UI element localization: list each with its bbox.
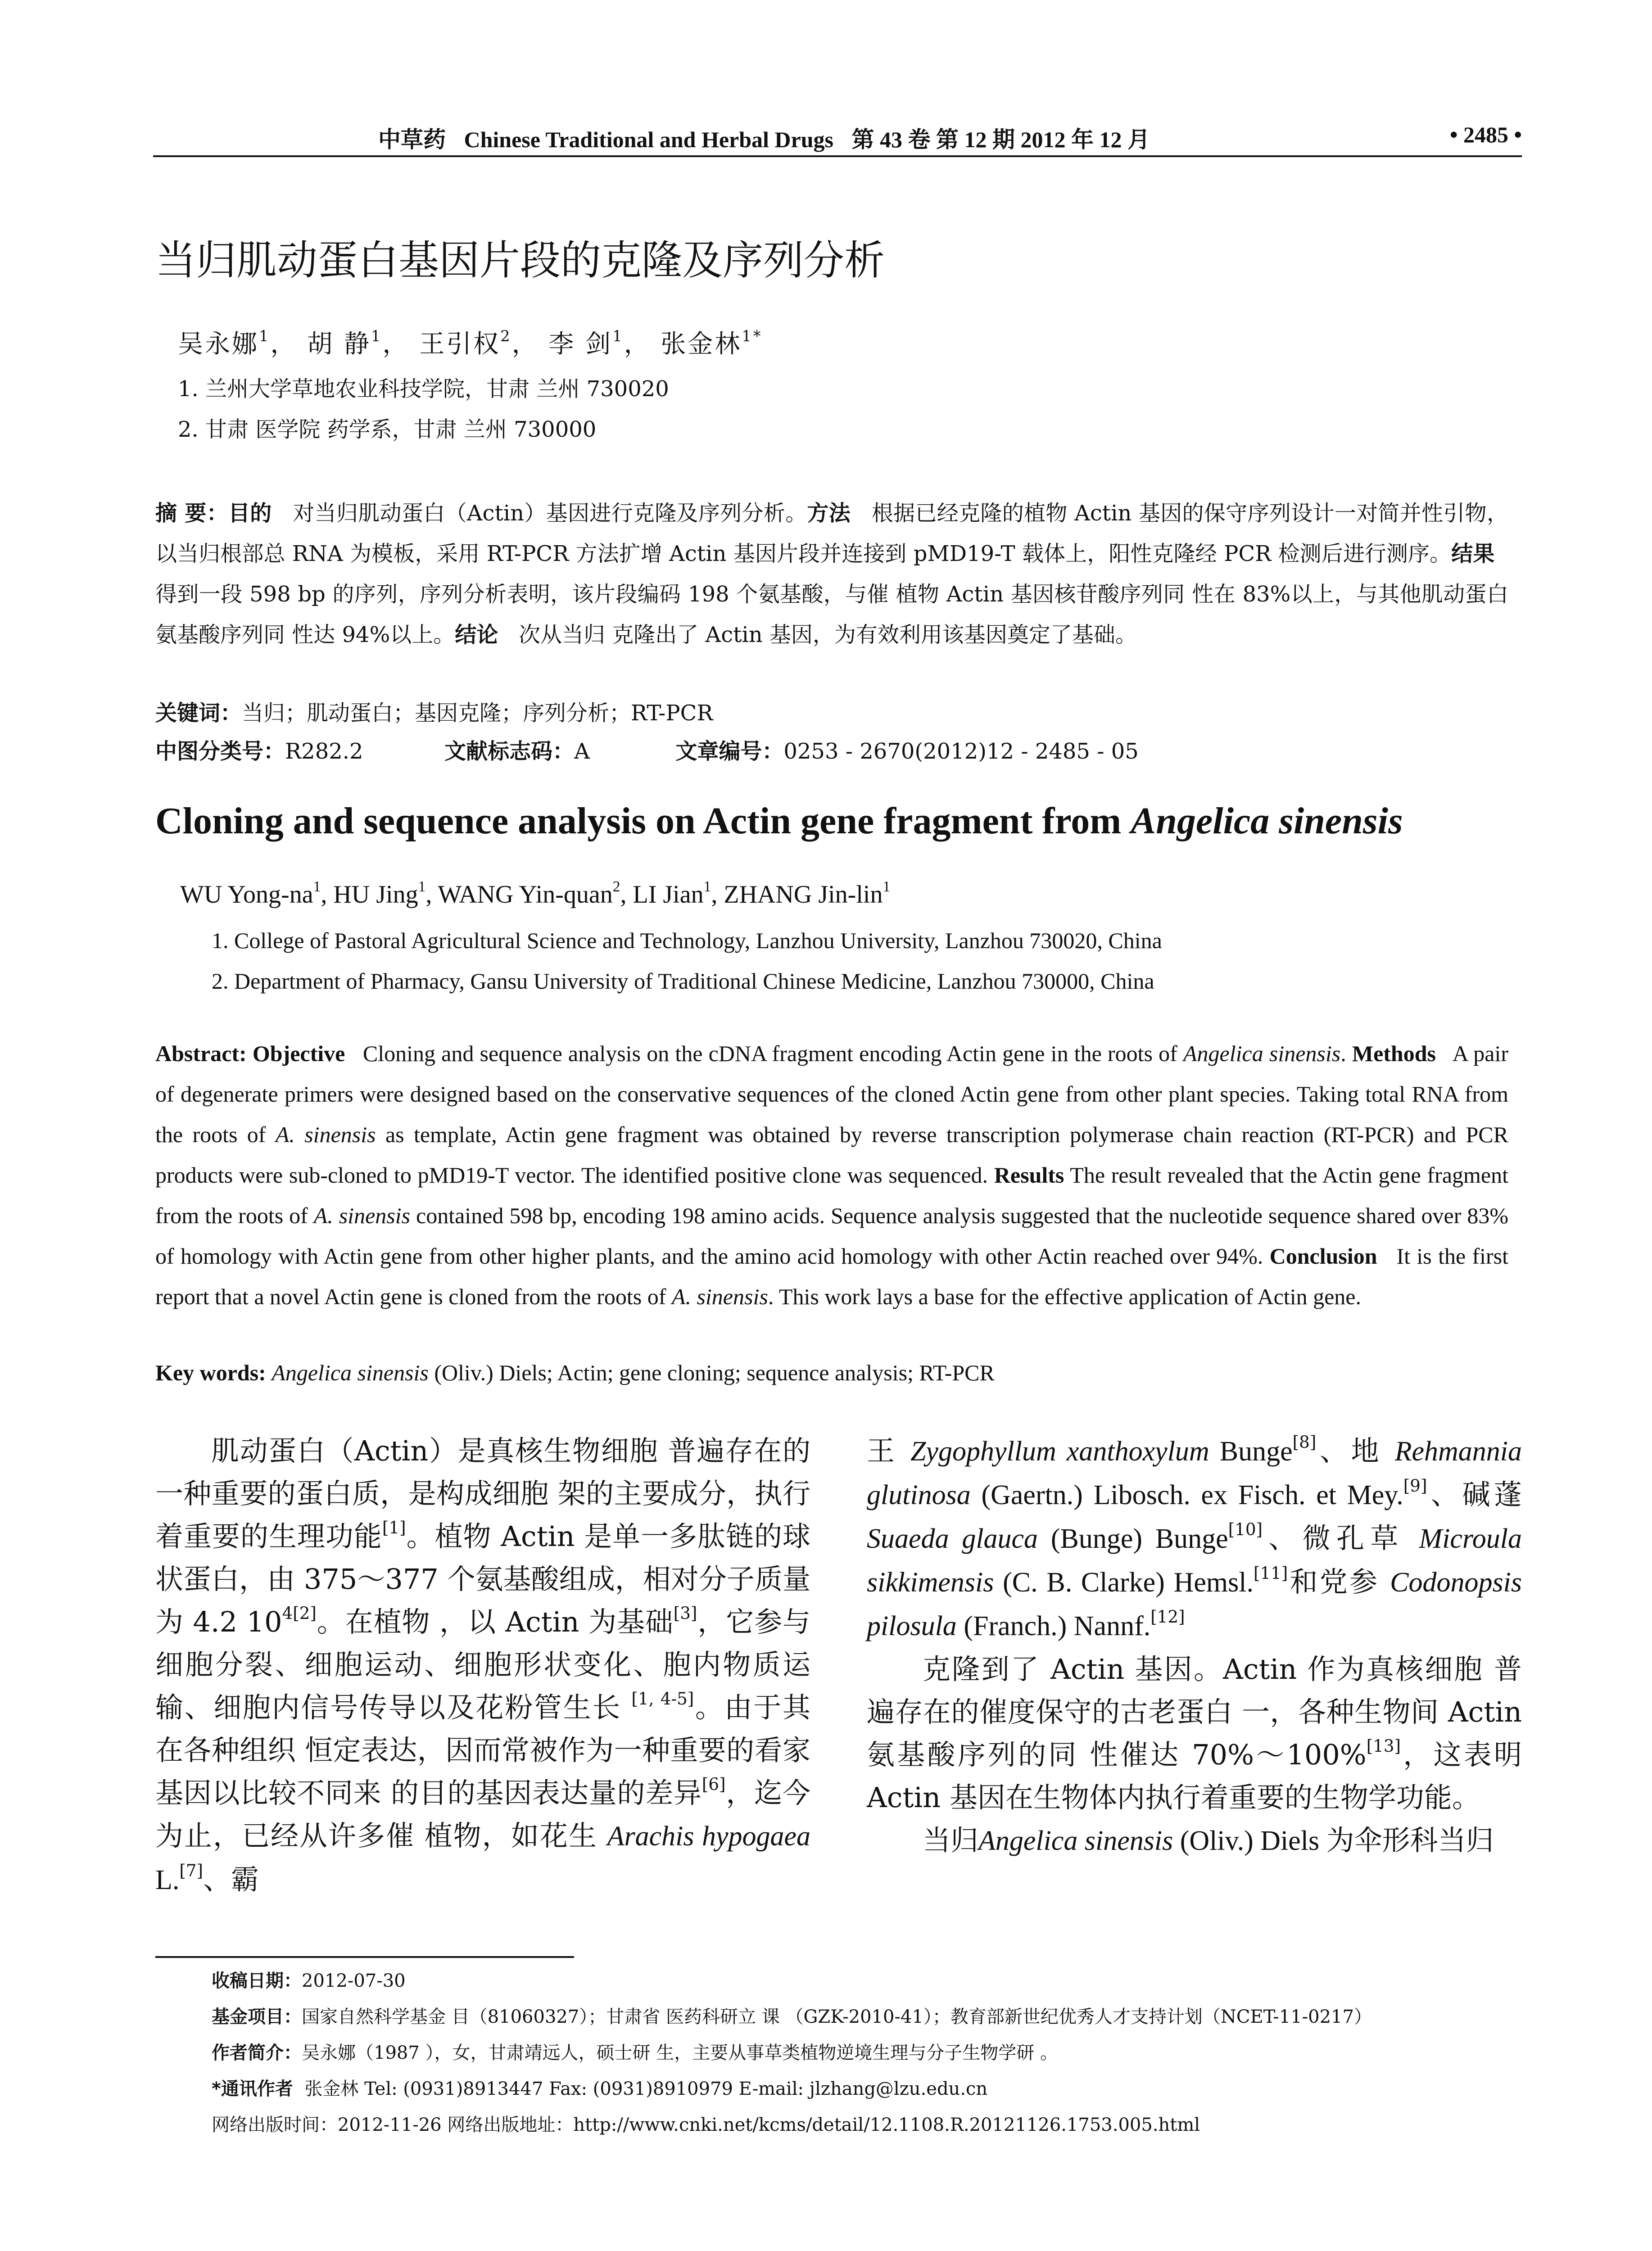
cn-conclusion-text: 次从当归 克隆出了 Actin 基因，为有效利用该基因奠定了基础。 — [519, 622, 1137, 647]
body-text: 、碱蓬 — [1427, 1478, 1522, 1511]
journal-volume: 第 43 卷 第 12 期 2012 年 12 月 — [851, 127, 1150, 152]
author-sup: 1 — [371, 327, 383, 345]
species-name: Rehmannia glutinosa — [867, 1436, 1522, 1510]
footnote-label: 基金项目： — [212, 2007, 302, 2027]
author-sup: 1 — [313, 878, 321, 895]
en-abstract — [155, 1033, 1508, 1317]
citation: [1] — [382, 1518, 406, 1538]
cn-keywords-label: 关键词： — [155, 701, 242, 726]
article-no-value: 0253 - 2670(2012)12 - 2485 - 05 — [783, 739, 1139, 764]
citation: [8] — [1292, 1432, 1317, 1452]
species-name: Angelica sinensis — [1183, 1041, 1341, 1066]
body-text: 、霸 — [203, 1863, 259, 1896]
footnote-text: 2012-07-30 — [302, 1971, 406, 1991]
clc-value: R282.2 — [285, 739, 363, 764]
citation: [13] — [1366, 1736, 1401, 1756]
footnote-text: 2012-11-26 网络出版地址：http://www.cnki.net/kcms/detail/12.1108.R.20121126.1753.005.html — [338, 2115, 1200, 2135]
en-author: WU Yong-na — [180, 881, 313, 909]
en-conclusion-text: It is the first report that a novel Actin gene is cloned from the roots of — [155, 1243, 1509, 1309]
en-methods-label: Methods — [1352, 1041, 1436, 1066]
en-keywords-text: (Oliv.) Diels; Actin; gene cloning; sequence analysis; RT-PCR — [428, 1360, 995, 1385]
citation: 4[2] — [282, 1603, 317, 1623]
author-sup: 1 — [703, 878, 711, 895]
footnote-author — [212, 2035, 1372, 2071]
body-text: L. — [155, 1865, 180, 1895]
body-text: ，它参与细胞分裂、细胞运动、细胞形状变化、胞内物质运输、细胞内信号传导以及花粉管生长 — [155, 1605, 810, 1724]
cn-objective-text: 对当归肌动蛋白（Actin）基因进行克隆及序列分析。 — [293, 501, 807, 526]
footnote-label: 网络出版时间： — [212, 2115, 338, 2135]
body-text: 。植物 Actin 是单一多肽链的球状蛋白，由 375～377 个氨基酸组成，相对分子质量为 4.2 10 — [155, 1520, 810, 1638]
species-name: Angelica sinensis — [978, 1826, 1173, 1856]
body-text: ，这表明 Actin 基因在生物体内执行着重要的生物学功能。 — [867, 1738, 1522, 1814]
journal-cn-name: 中草药 — [378, 127, 446, 152]
cn-author: 王引权 — [419, 330, 501, 359]
en-authors: WU Yong-$na^1$, HU Jing$^1$, WANG Yin-quan$^2$, LI Jian$^1$, ZHANG Jin-lin$^1$ — [180, 878, 891, 909]
cn-affiliation-1: 1. 兰州大学草地农业科技学院，甘肃 兰州 730020 — [178, 376, 669, 402]
en-author: WANG Yin-quan — [438, 881, 613, 909]
en-objective-label: Objective — [252, 1041, 345, 1066]
cn-title: 当归肌动蛋白基因片段的克隆及序列分析 — [155, 237, 885, 284]
body-text: 。在植物 ，以 Actin 为基础 — [316, 1605, 674, 1638]
cn-author: 胡 静 — [307, 330, 371, 359]
cn-authors: 吴永娜$^1$， 胡 静$^1$， 王引权$^2$， 李 剑$^1$， 张金林$^{1*}$ — [178, 327, 763, 359]
body-text: 。由于其在各种组织 恒定表达，因而常被作为一种重要的看家基因以比较不同来 的目的基因表达量的差异 — [155, 1691, 810, 1809]
en-results-label: Results — [994, 1162, 1064, 1188]
cn-abstract — [155, 493, 1508, 655]
species-name: Arachis hypogaea — [607, 1821, 810, 1852]
en-objective-text: Cloning and sequence analysis on the cDNA fragment encoding Actin gene in the roots of — [362, 1041, 1183, 1066]
body-right-column — [867, 1429, 1522, 1862]
body-text: 当归 — [923, 1824, 979, 1857]
en-methods-text: A pair of degenerate primers were designed based on the conservative sequences of the cloned Actin gene from other plant species. Taking total RNA from the roots of — [155, 1041, 1509, 1147]
body-text: ，迄今为止，已经从许多催 植物，如花生 — [155, 1776, 810, 1852]
doc-code-value: A — [574, 739, 590, 764]
cn-results-label: 结果 — [1451, 541, 1495, 566]
species-name: A. sinensis — [275, 1122, 376, 1147]
footnote-label: 作者简介： — [212, 2043, 302, 2063]
cn-objective-label: 目的 — [228, 501, 272, 526]
body-text: Bunge — [1209, 1436, 1293, 1467]
body-text: 和党参 — [1288, 1565, 1390, 1598]
en-affiliation-1: 1. College of Pastoral Agricultural Science and Technology, Lanzhou University, Lanzhou 730020, China — [212, 928, 1162, 953]
species-name: Codonopsis pilosula — [867, 1567, 1522, 1641]
en-author: LI Jian — [633, 881, 704, 909]
body-text: (C. B. Clarke) Hemsl. — [994, 1567, 1254, 1598]
en-author: ZHANG Jin-lin — [724, 881, 883, 909]
article-no-label: 文章编号： — [675, 739, 784, 764]
cn-methods-text: 根据已经克隆的植物 Actin 基因的保守序列设计一对简并性引物，以当归根部总 RNA 为模板，采用 RT-PCR 方法扩增 Actin 基因片段并连接到 pMD19-T 载体上，阳性克隆经 PCR 检测后进行测序。 — [155, 501, 1508, 566]
body-text: 、地 — [1316, 1434, 1395, 1467]
en-conclusion-label: Conclusion — [1269, 1243, 1377, 1269]
body-text: (Gaertn.) Libosch. ex Fisch. et Mey. — [970, 1480, 1403, 1510]
citation: [9] — [1403, 1476, 1427, 1496]
body-paragraph — [155, 1429, 810, 1902]
en-objective-end: . — [1340, 1041, 1346, 1066]
doc-code-label: 文献标志码： — [444, 739, 575, 764]
en-title-species: Angelica sinensis — [1131, 800, 1403, 842]
body-text: (Oliv.) Diels 为伞形科当归 — [1173, 1826, 1494, 1856]
en-keywords — [155, 1360, 995, 1386]
body-paragraph — [867, 1648, 1522, 1819]
citation: [7] — [179, 1861, 204, 1881]
cn-affiliation-2: 2. 甘肃 医学院 药学系，甘肃 兰州 730000 — [178, 417, 597, 442]
species-name: Suaeda glauca — [867, 1523, 1038, 1554]
author-sup: 2 — [500, 327, 512, 345]
body-text: 克隆到了 Actin 基因。Actin 作为真核细胞 普遍存在的催度保守的古老蛋白 一，各种生物间 Actin 氨基酸序列的同 性催达 70%～100% — [867, 1653, 1522, 1771]
cn-abstract-label: 摘 要： — [155, 501, 228, 526]
body-paragraph — [867, 1819, 1522, 1862]
footnote-corresponding — [212, 2071, 1372, 2107]
page-number: • 2485 • — [1449, 122, 1522, 147]
footnote-funding — [212, 1999, 1372, 2035]
citation: [11] — [1253, 1563, 1288, 1583]
cn-keywords — [155, 696, 713, 727]
author-sup: 1 — [883, 878, 891, 895]
author-sup: 1 — [259, 327, 271, 345]
en-abstract-label: Abstract: — [155, 1041, 247, 1066]
footnote-received — [212, 1963, 1372, 1999]
species-name: Zygophyllum xanthoxylum — [910, 1436, 1209, 1467]
species-name: Angelica sinensis — [272, 1360, 429, 1385]
cn-keywords-text: 当归；肌动蛋白；基因克隆；序列分析；RT-PCR — [242, 701, 713, 726]
species-name: A. sinensis — [671, 1284, 768, 1309]
citation: [6] — [702, 1774, 726, 1794]
en-author: HU Jing — [333, 881, 418, 909]
en-title-text: Cloning and sequence analysis on Actin gene fragment from — [155, 800, 1131, 842]
citation: [12] — [1150, 1607, 1185, 1627]
body-left-column — [155, 1429, 810, 1902]
author-sup: 1 — [612, 327, 624, 345]
body-text: (Bunge) Bunge — [1038, 1523, 1228, 1554]
cn-conclusion-label: 结论 — [455, 622, 498, 647]
en-methods-end: as template, Actin gene fragment was obtained by reverse transcription polymerase chain reaction (RT-PCR) and PCR products were sub-cloned to pMD19-T vector. The identified positive clone was sequenced. — [155, 1122, 1508, 1188]
running-header — [153, 122, 1522, 158]
body-paragraph — [867, 1429, 1522, 1648]
author-sup: 2 — [612, 878, 620, 895]
footnote-text: 国家自然科学基金 目（81060327）；甘肃省 医药科研立 课 （GZK-2010-41）；教育部新世纪优秀人才支持计划（NCET-11-0217） — [302, 2007, 1372, 2027]
en-keywords-label: Key words: — [155, 1360, 266, 1385]
footnote-rule — [155, 1956, 574, 1958]
footnotes — [212, 1963, 1372, 2143]
cn-author: 张金林 — [661, 330, 742, 359]
citation: [10] — [1228, 1519, 1263, 1540]
body-text: (Franch.) Nannf. — [956, 1611, 1151, 1641]
body-text: 肌动蛋白（Actin）是真核生物细胞 普遍存在的一种重要的蛋白质，是构成细胞 架的主要成分，执行着重要的生理功能 — [155, 1434, 810, 1553]
journal-en-name: Chinese Traditional and Herbal Drugs — [464, 127, 833, 152]
header-rule — [153, 155, 1522, 157]
body-text: 、微孔草 — [1263, 1522, 1419, 1555]
species-name: Microula sikkimensis — [867, 1523, 1522, 1598]
en-conclusion-end: . This work lays a base for the effective application of Actin gene. — [768, 1284, 1361, 1309]
author-sup: 1 — [418, 878, 426, 895]
cn-results-text: 得到一段 598 bp 的序列，序列分析表明，该片段编码 198 个氨基酸，与催 植物 Actin 基因核苷酸序列同 性在 83%以上，与其他肌动蛋白氨基酸序列同 性达 94%以上。 — [155, 582, 1508, 647]
footnote-online — [212, 2107, 1372, 2143]
en-affiliation-2: 2. Department of Pharmacy, Gansu University of Traditional Chinese Medicine, Lanzhou 730000, China — [212, 968, 1154, 994]
cn-classification — [155, 734, 1139, 765]
cn-author: 吴永娜 — [178, 330, 259, 359]
author-sup: 1* — [742, 327, 763, 345]
en-title — [155, 799, 1403, 843]
footnote-text: 张金林 Tel: (0931)8913447 Fax: (0931)8910979 E-mail: jlzhang@lzu.edu.cn — [304, 2079, 988, 2099]
footnote-text: 吴永娜（1987 ），女，甘肃靖远人，硕士研 生，主要从事草类植物逆境生理与分子生物学研 。 — [302, 2043, 1058, 2063]
species-name: A. sinensis — [313, 1203, 411, 1228]
en-results-end: contained 598 bp, encoding 198 amino acids. Sequence analysis suggested that the nucleotide sequence shared over 83% of homology with Actin gene from other higher plants, and the amino acid homology with other Actin reached over 94%. — [155, 1203, 1508, 1269]
citation: [1, 4-5] — [631, 1689, 694, 1709]
footnote-label: 收稿日期： — [212, 1971, 302, 1991]
clc-label: 中图分类号： — [155, 739, 285, 764]
cn-methods-label: 方法 — [807, 501, 851, 526]
footnote-label: *通讯作者 — [212, 2079, 293, 2099]
en-results-text: The result revealed that the Actin gene fragment from the roots of — [155, 1162, 1508, 1228]
citation: [3] — [673, 1603, 697, 1623]
body-text: 王 — [867, 1434, 910, 1467]
cn-author: 李 剑 — [548, 330, 613, 359]
